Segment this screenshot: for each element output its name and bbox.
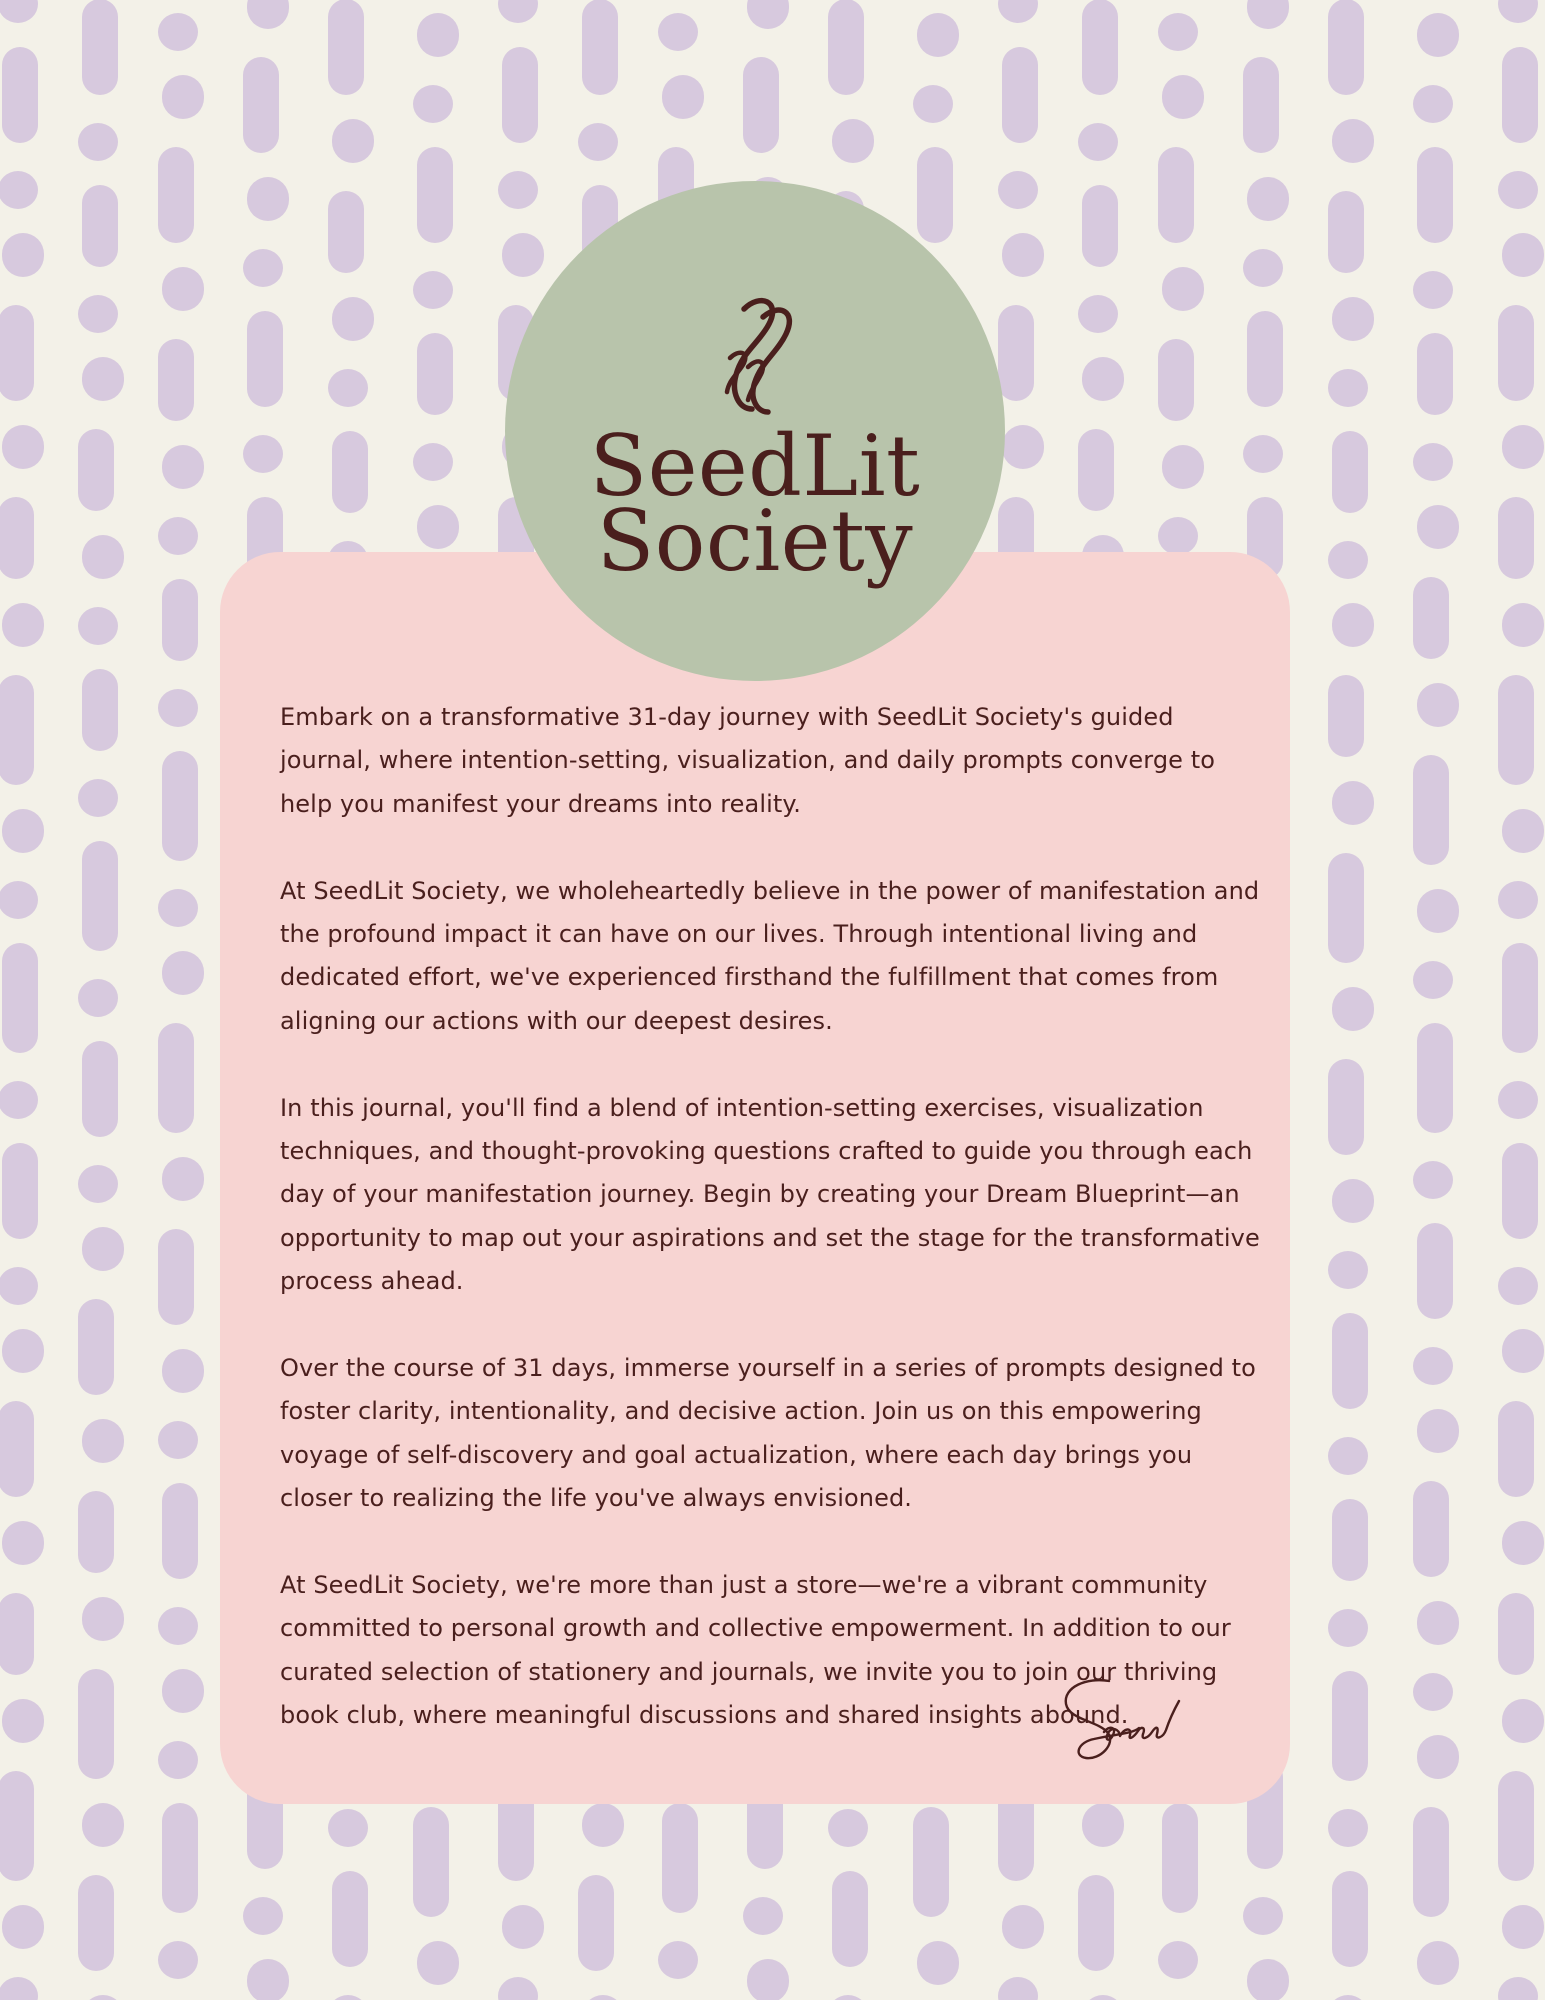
pattern-dash bbox=[743, 57, 779, 153]
pattern-dot bbox=[162, 1669, 204, 1713]
pattern-dot bbox=[582, 1995, 624, 2000]
pattern-dash bbox=[78, 1299, 114, 1395]
pattern-dot bbox=[658, 13, 698, 51]
pattern-dash bbox=[1498, 1401, 1534, 1497]
pattern-dot bbox=[328, 369, 368, 407]
pattern-dot bbox=[1247, 1959, 1289, 2000]
pattern-dot bbox=[158, 1741, 198, 1779]
pattern-dash bbox=[82, 669, 118, 751]
pattern-dot bbox=[1158, 1941, 1198, 1979]
pattern-dash bbox=[158, 1023, 194, 1133]
pattern-dot bbox=[1413, 443, 1453, 481]
pattern-dot bbox=[2, 425, 44, 469]
pattern-dot bbox=[1498, 1081, 1538, 1119]
pattern-dot bbox=[1413, 85, 1453, 123]
pattern-dot bbox=[82, 1597, 124, 1641]
pattern-dot bbox=[1417, 683, 1459, 727]
pattern-dash bbox=[1417, 1223, 1453, 1319]
pattern-dash bbox=[1417, 147, 1453, 243]
pattern-dot bbox=[1332, 987, 1374, 1031]
pattern-dash bbox=[0, 675, 34, 785]
pattern-dash bbox=[662, 1803, 698, 1913]
pattern-dash bbox=[78, 1669, 114, 1779]
pattern-dot bbox=[158, 689, 198, 727]
pattern-dot bbox=[2, 233, 44, 277]
pattern-dot bbox=[498, 0, 538, 23]
paragraph-5: At SeedLit Society, we're more than just a store—we're a vibrant community committed to personal growth and collective empowerment. In addition to our curated selection of stationery and journals, we invite you to join our thriving book club, where meaningful discussions and shared insights abound. bbox=[280, 1571, 1231, 1730]
pattern-dot bbox=[162, 1349, 204, 1393]
pattern-dot bbox=[158, 1607, 198, 1645]
pattern-dot bbox=[917, 13, 959, 57]
pattern-dot bbox=[78, 295, 118, 333]
pattern-dot bbox=[413, 271, 453, 309]
pattern-dash bbox=[1502, 943, 1538, 1053]
pattern-dot bbox=[2, 1329, 44, 1373]
pattern-dash bbox=[2, 943, 38, 1053]
pattern-dot bbox=[1417, 1941, 1459, 1985]
pattern-dot bbox=[247, 0, 289, 29]
pattern-dash bbox=[0, 305, 34, 401]
pattern-dot bbox=[1158, 517, 1198, 555]
pattern-dash bbox=[1078, 429, 1114, 511]
pattern-dash bbox=[0, 497, 34, 579]
pattern-dot bbox=[1243, 435, 1283, 473]
pattern-dash bbox=[1328, 1059, 1364, 1155]
pattern-dot bbox=[82, 1419, 124, 1463]
pattern-dot bbox=[1502, 809, 1544, 853]
pattern-dash bbox=[0, 1593, 34, 1675]
pattern-dash bbox=[1502, 47, 1538, 143]
pattern-dot bbox=[1502, 1521, 1544, 1565]
pattern-dash bbox=[78, 1875, 114, 1971]
pattern-dash bbox=[1328, 191, 1364, 273]
pattern-dot bbox=[1332, 119, 1374, 163]
pattern-dash bbox=[1158, 339, 1194, 421]
pattern-dash bbox=[1332, 1671, 1368, 1781]
pattern-dot bbox=[1247, 177, 1289, 221]
pattern-dot bbox=[162, 445, 204, 489]
pattern-dot bbox=[743, 1897, 783, 1935]
pattern-dot bbox=[582, 1803, 624, 1847]
pattern-dot bbox=[247, 177, 289, 221]
pattern-dot bbox=[1078, 123, 1118, 161]
pattern-dot bbox=[998, 0, 1038, 23]
pattern-dash bbox=[82, 185, 118, 267]
pattern-dash bbox=[162, 751, 198, 861]
pattern-dot bbox=[1162, 445, 1204, 489]
pattern-dash bbox=[1498, 1771, 1534, 1881]
pattern-dash bbox=[1082, 185, 1118, 267]
pattern-dash bbox=[1082, 0, 1118, 95]
pattern-dash bbox=[1498, 1593, 1534, 1675]
pattern-dash bbox=[158, 339, 194, 421]
pattern-dash bbox=[1332, 1313, 1368, 1409]
pattern-dot bbox=[1082, 1995, 1124, 2000]
pattern-dash bbox=[828, 0, 864, 95]
pattern-dash bbox=[1332, 1499, 1368, 1581]
pattern-dot bbox=[1162, 75, 1204, 119]
pattern-dash bbox=[832, 1871, 868, 1967]
pattern-dot bbox=[1332, 781, 1374, 825]
pattern-dot bbox=[1413, 961, 1453, 999]
pattern-dash bbox=[1332, 431, 1368, 513]
pattern-dash bbox=[417, 147, 453, 243]
pattern-dash bbox=[1078, 1875, 1114, 1971]
pattern-dot bbox=[2, 1905, 44, 1949]
pattern-dot bbox=[1328, 1995, 1368, 2000]
pattern-dot bbox=[662, 75, 704, 119]
pattern-dash bbox=[247, 311, 283, 407]
pattern-dash bbox=[162, 1483, 198, 1579]
pattern-dot bbox=[832, 119, 874, 163]
pattern-dash bbox=[1247, 311, 1283, 407]
pattern-dot bbox=[998, 171, 1038, 209]
pattern-dash bbox=[1243, 57, 1279, 153]
pattern-dot bbox=[0, 0, 38, 23]
pattern-dash bbox=[1413, 755, 1449, 865]
pattern-dash bbox=[2, 1143, 38, 1239]
pattern-dot bbox=[1417, 1735, 1459, 1779]
pattern-dash bbox=[162, 579, 198, 661]
signature-sarah bbox=[1055, 1672, 1185, 1772]
pattern-dash bbox=[1413, 1807, 1449, 1917]
pattern-dash bbox=[0, 1771, 34, 1881]
pattern-dot bbox=[243, 249, 283, 287]
brand-name-line-2: Society bbox=[596, 492, 914, 590]
pattern-dot bbox=[1002, 1905, 1044, 1949]
pattern-dot bbox=[78, 607, 118, 645]
pattern-dash bbox=[1413, 1481, 1449, 1577]
pattern-dot bbox=[917, 1941, 959, 1985]
pattern-dash bbox=[413, 1807, 449, 1917]
pattern-dash bbox=[1498, 675, 1534, 785]
pattern-dash bbox=[78, 429, 114, 511]
pattern-dash bbox=[243, 57, 279, 153]
pattern-dash bbox=[0, 1401, 34, 1497]
pattern-dot bbox=[1328, 369, 1368, 407]
pattern-dot bbox=[1498, 0, 1538, 23]
pattern-dot bbox=[2, 603, 44, 647]
pattern-dash bbox=[1502, 1143, 1538, 1239]
paragraph-2: At SeedLit Society, we wholeheartedly believe in the power of manifestation and the profound impact it can have on our lives. Through intentional living and dedicated effort, we've experienced firsthand the fulfillment that comes from aligning our actions with our deepest desires. bbox=[280, 876, 1260, 1035]
pattern-dot bbox=[158, 13, 198, 51]
pattern-dot bbox=[78, 1165, 118, 1203]
pattern-dot bbox=[158, 1941, 198, 1979]
pattern-dot bbox=[498, 171, 538, 209]
pattern-dash bbox=[917, 147, 953, 243]
pattern-dash bbox=[578, 1875, 614, 1971]
paragraph-3: In this journal, you'll find a blend of intention-setting exercises, visualization techniques, and thought-provoking questions crafted to guide you through each day of your manifestation journey. Begin by creating your Dream Blueprint—an opportunity to map out your aspirations and set the stage for the transformative process ahead. bbox=[280, 1093, 1260, 1296]
pattern-dash bbox=[82, 1041, 118, 1137]
pattern-dot bbox=[1502, 425, 1544, 469]
pattern-dot bbox=[417, 13, 459, 57]
pattern-dot bbox=[1328, 1437, 1368, 1475]
pattern-dot bbox=[1417, 505, 1459, 549]
pattern-dash bbox=[1328, 675, 1364, 757]
ornamental-monogram-icon bbox=[705, 291, 805, 421]
pattern-dot bbox=[1502, 233, 1544, 277]
pattern-dot bbox=[828, 1995, 868, 2000]
brand-name-line-1: SeedLit bbox=[589, 417, 921, 515]
pattern-dot bbox=[162, 267, 204, 311]
pattern-dot bbox=[1332, 603, 1374, 647]
pattern-dot bbox=[332, 119, 374, 163]
pattern-dot bbox=[1328, 541, 1368, 579]
pattern-dash bbox=[1162, 1803, 1198, 1913]
intro-copy bbox=[280, 696, 1270, 1738]
pattern-dot bbox=[913, 85, 953, 123]
pattern-dot bbox=[1328, 1251, 1368, 1289]
pattern-dot bbox=[2, 809, 44, 853]
pattern-dash bbox=[332, 431, 368, 513]
pattern-dot bbox=[1328, 1809, 1368, 1847]
pattern-dash bbox=[332, 1871, 368, 1967]
pattern-dot bbox=[417, 1941, 459, 1985]
pattern-dot bbox=[158, 889, 198, 927]
pattern-dot bbox=[82, 1227, 124, 1271]
pattern-dot bbox=[78, 779, 118, 817]
pattern-dash bbox=[582, 0, 618, 95]
pattern-dot bbox=[1002, 425, 1044, 469]
pattern-dot bbox=[1002, 233, 1044, 277]
pattern-dot bbox=[1078, 295, 1118, 333]
pattern-dot bbox=[158, 517, 198, 555]
pattern-dot bbox=[413, 85, 453, 123]
pattern-dot bbox=[1413, 271, 1453, 309]
pattern-dot bbox=[0, 171, 38, 209]
pattern-dot bbox=[247, 1959, 289, 2000]
pattern-dash bbox=[1417, 333, 1453, 415]
pattern-dot bbox=[413, 443, 453, 481]
pattern-dot bbox=[1502, 603, 1544, 647]
pattern-dot bbox=[162, 75, 204, 119]
pattern-dot bbox=[1332, 297, 1374, 341]
pattern-dash bbox=[328, 0, 364, 95]
pattern-dot bbox=[1498, 1267, 1538, 1305]
pattern-dot bbox=[1417, 889, 1459, 933]
brand-badge bbox=[505, 181, 1005, 681]
pattern-dot bbox=[328, 1809, 368, 1847]
pattern-dot bbox=[243, 1897, 283, 1935]
pattern-dot bbox=[498, 1977, 538, 2000]
pattern-dot bbox=[1413, 1347, 1453, 1385]
pattern-dash bbox=[82, 0, 118, 95]
pattern-dot bbox=[0, 1267, 38, 1305]
pattern-dash bbox=[1498, 305, 1534, 401]
pattern-dot bbox=[1247, 0, 1289, 29]
pattern-dash bbox=[1498, 497, 1534, 579]
paragraph-4: Over the course of 31 days, immerse yourself in a series of prompts designed to foster clarity, intentionality, and decisive action. Join us on this empowering voyage of self-discovery and goal actualization, where each day brings you closer to realizing the life you've always envisioned. bbox=[280, 1354, 1256, 1513]
pattern-dot bbox=[1328, 1609, 1368, 1647]
pattern-dot bbox=[1417, 13, 1459, 57]
pattern-dot bbox=[1498, 171, 1538, 209]
pattern-dot bbox=[82, 535, 124, 579]
pattern-dash bbox=[1332, 1871, 1368, 1967]
pattern-dot bbox=[1082, 357, 1124, 401]
pattern-dot bbox=[1158, 13, 1198, 51]
pattern-dot bbox=[0, 1977, 38, 2000]
pattern-dot bbox=[1502, 1905, 1544, 1949]
pattern-dot bbox=[162, 951, 204, 995]
pattern-dash bbox=[328, 191, 364, 273]
pattern-dash bbox=[1158, 147, 1194, 243]
pattern-dot bbox=[82, 357, 124, 401]
pattern-dot bbox=[332, 297, 374, 341]
pattern-dot bbox=[1498, 1977, 1538, 2000]
pattern-dot bbox=[578, 123, 618, 161]
pattern-dash bbox=[78, 1491, 114, 1573]
pattern-dot bbox=[1502, 1699, 1544, 1743]
pattern-dash bbox=[1002, 47, 1038, 143]
pattern-dot bbox=[658, 1941, 698, 1979]
pattern-dot bbox=[78, 979, 118, 1017]
pattern-dash bbox=[162, 1803, 198, 1913]
pattern-dot bbox=[82, 1995, 124, 2000]
pattern-dash bbox=[1417, 1023, 1453, 1133]
pattern-dot bbox=[162, 1157, 204, 1201]
pattern-dot bbox=[2, 1521, 44, 1565]
pattern-dot bbox=[747, 1959, 789, 2000]
pattern-dash bbox=[2, 47, 38, 143]
pattern-dot bbox=[0, 881, 38, 919]
pattern-dash bbox=[417, 333, 453, 415]
pattern-dash bbox=[158, 1229, 194, 1325]
pattern-dot bbox=[158, 1421, 198, 1459]
pattern-dash bbox=[998, 305, 1034, 401]
pattern-dot bbox=[1413, 1673, 1453, 1711]
pattern-dash bbox=[82, 841, 118, 951]
paragraph-1: Embark on a transformative 31-day journey with SeedLit Society's guided journal, where intention-setting, visualization, and daily prompts converge to help you manifest your dreams into reality. bbox=[280, 703, 1216, 818]
pattern-dot bbox=[78, 123, 118, 161]
pattern-dot bbox=[1498, 881, 1538, 919]
pattern-dot bbox=[828, 1809, 868, 1847]
pattern-dot bbox=[2, 1699, 44, 1743]
pattern-dot bbox=[243, 435, 283, 473]
pattern-dot bbox=[417, 505, 459, 549]
pattern-dot bbox=[1243, 1897, 1283, 1935]
pattern-dash bbox=[913, 1807, 949, 1917]
pattern-dash bbox=[1328, 0, 1364, 95]
pattern-dash bbox=[1328, 853, 1364, 963]
pattern-dash bbox=[158, 147, 194, 243]
pattern-dot bbox=[1417, 1601, 1459, 1645]
pattern-dot bbox=[0, 1081, 38, 1119]
pattern-dash bbox=[1413, 577, 1449, 659]
pattern-dot bbox=[328, 1995, 368, 2000]
pattern-dot bbox=[1082, 1803, 1124, 1847]
pattern-dash bbox=[502, 47, 538, 143]
pattern-dot bbox=[1502, 1329, 1544, 1373]
pattern-dot bbox=[502, 233, 544, 277]
pattern-dot bbox=[1162, 267, 1204, 311]
pattern-dot bbox=[1243, 249, 1283, 287]
pattern-dot bbox=[1417, 1409, 1459, 1453]
pattern-dot bbox=[502, 1905, 544, 1949]
pattern-dot bbox=[998, 1977, 1038, 2000]
pattern-dot bbox=[82, 1803, 124, 1847]
pattern-dot bbox=[1413, 1161, 1453, 1199]
pattern-dot bbox=[747, 0, 789, 29]
pattern-dot bbox=[1332, 1179, 1374, 1223]
